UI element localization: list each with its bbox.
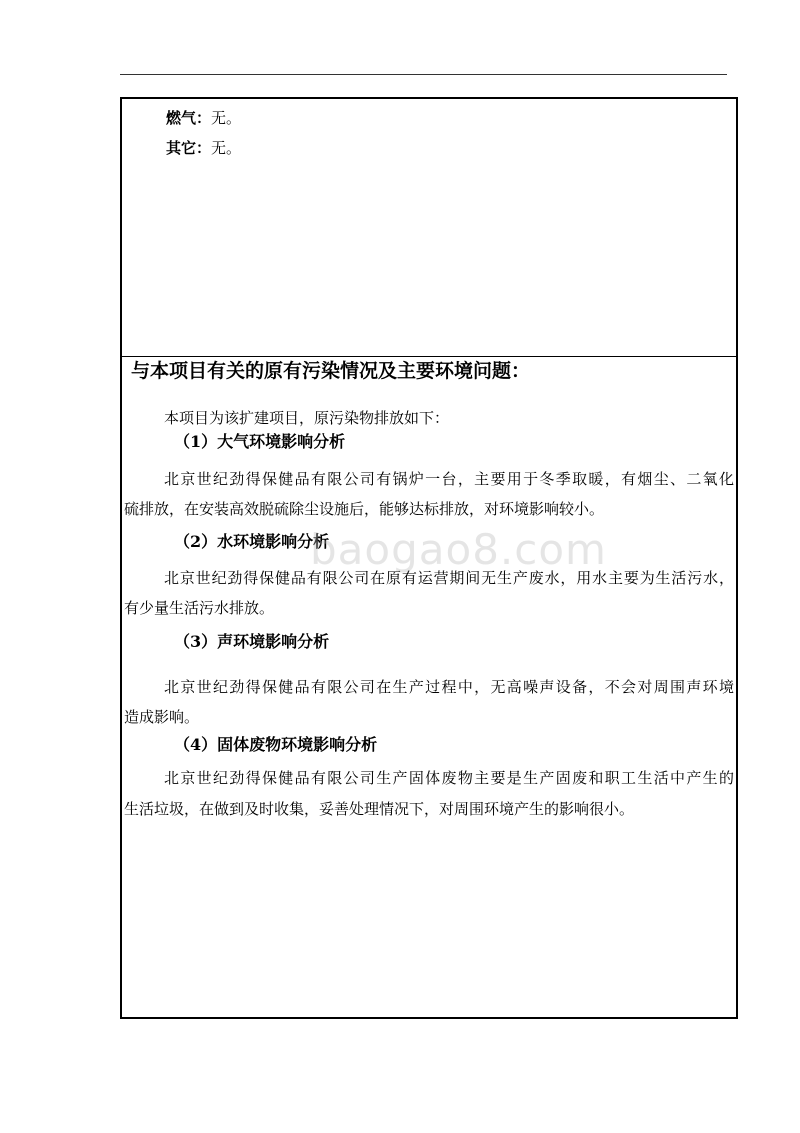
item-noise-line-1: 北京世纪劲得保健品有限公司在生产过程中，无高噪声设备，不会对周围声环境 [164,678,734,696]
item-noise-line-2: 造成影响。 [124,708,200,726]
item-waste-line-2: 生活垃圾，在做到及时收集，妥善处理情况下，对周围环境产生的影响很小。 [124,800,635,818]
item-waste-line-1: 北京世纪劲得保健品有限公司生产固体废物主要是生产固废和职工生活中产生的 [164,769,734,787]
item-water-line-1: 北京世纪劲得保健品有限公司在原有运营期间无生产废水，用水主要为生活污水， [164,569,734,587]
item-water-line-2: 有少量生活污水排放。 [124,599,275,617]
section-intro: 本项目为该扩建项目，原污染物排放如下： [164,409,450,427]
item-air-line-1: 北京世纪劲得保健品有限公司有锅炉一台，主要用于冬季取暖，有烟尘、二氧化 [164,470,734,488]
item-title-noise: （3）声环境影响分析 [174,632,330,651]
gas-row [166,108,241,128]
header-rule [120,74,727,75]
section-heading: 与本项目有关的原有污染情况及主要环境问题： [131,360,531,382]
item-title-air: （1）大气环境影响分析 [174,432,346,451]
other-row [166,138,241,158]
item-title-waste: （4）固体废物环境影响分析 [174,735,378,754]
gas-label: 燃气： [166,109,212,127]
other-value: 无。 [211,139,242,157]
item-title-water: （2）水环境影响分析 [174,532,330,551]
watermark: baogao8.com [310,525,607,574]
gas-value: 无。 [211,109,242,127]
section-divider [122,356,736,357]
other-label: 其它： [166,139,212,157]
item-air-line-2: 硫排放，在安装高效脱硫除尘设施后，能够达标排放，对环境影响较小。 [124,500,605,518]
